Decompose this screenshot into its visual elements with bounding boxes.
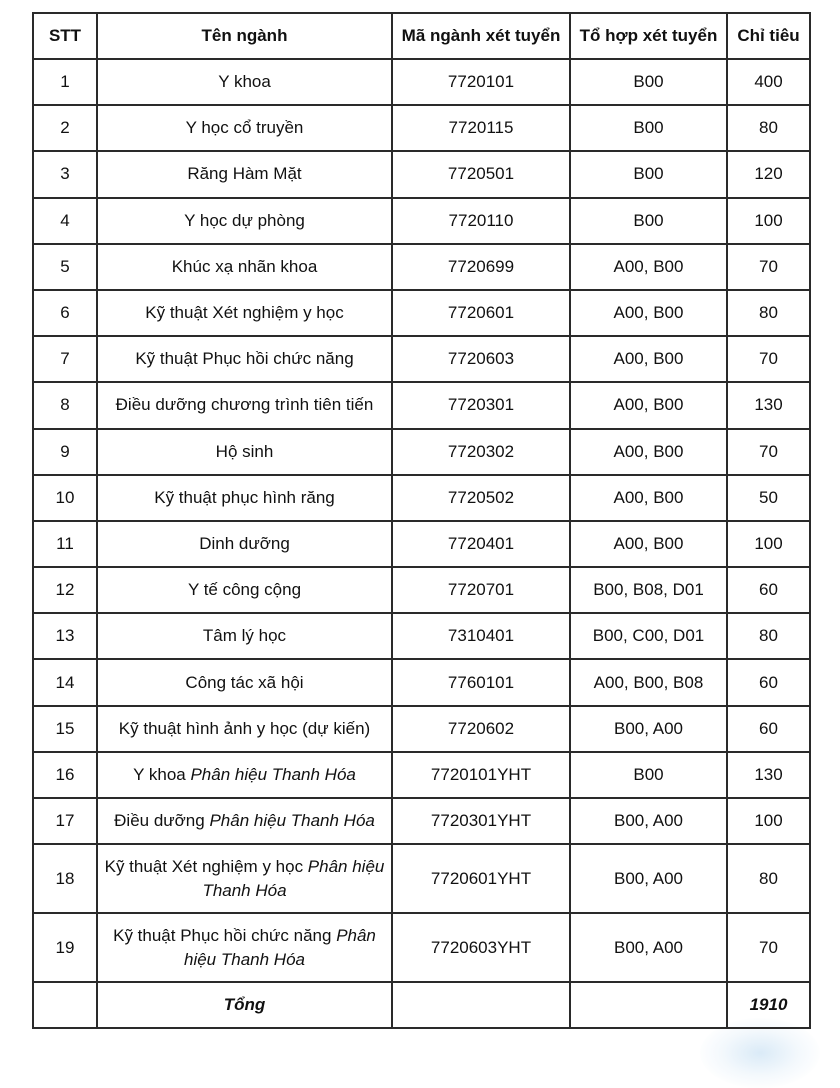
row-subject-combo: A00, B00 (570, 475, 727, 521)
table-row (33, 521, 810, 567)
row-quota: 70 (727, 336, 810, 382)
row-major-name (97, 475, 392, 521)
table-row (33, 198, 810, 244)
row-quota: 100 (727, 521, 810, 567)
header-stt: STT (33, 13, 97, 59)
total-row (33, 982, 810, 1028)
row-major-code: 7760101 (392, 659, 570, 705)
table-row (33, 105, 810, 151)
row-subject-combo: B00 (570, 198, 727, 244)
row-major-name (97, 198, 392, 244)
table-row (33, 798, 810, 844)
row-stt: 9 (33, 429, 97, 475)
header-major-name: Tên ngành (97, 13, 392, 59)
row-subject-combo: A00, B00 (570, 521, 727, 567)
major-name-text: Công tác xã hội (185, 672, 304, 692)
row-major-code: 7720502 (392, 475, 570, 521)
row-major-name (97, 290, 392, 336)
row-stt: 17 (33, 798, 97, 844)
row-major-code: 7720302 (392, 429, 570, 475)
major-name-text: Kỹ thuật Xét nghiệm y học (104, 856, 308, 876)
row-stt: 5 (33, 244, 97, 290)
branch-campus-text: Phân hiệu Thanh Hóa (184, 925, 376, 969)
table-row (33, 844, 810, 913)
major-name-text: Hộ sinh (215, 441, 274, 461)
table-row (33, 429, 810, 475)
table-row (33, 706, 810, 752)
major-name-text: Điều dưỡng (114, 811, 210, 831)
row-major-name (97, 105, 392, 151)
table-row (33, 336, 810, 382)
row-subject-combo: B00, A00 (570, 706, 727, 752)
row-major-name (97, 59, 392, 105)
row-subject-combo: B00 (570, 105, 727, 151)
row-quota: 130 (727, 382, 810, 428)
row-major-code: 7720699 (392, 244, 570, 290)
row-stt: 12 (33, 567, 97, 613)
row-major-name (97, 521, 392, 567)
row-quota: 120 (727, 151, 810, 197)
row-major-name (97, 244, 392, 290)
row-subject-combo: A00, B00 (570, 382, 727, 428)
row-major-name (97, 844, 392, 913)
table-row (33, 475, 810, 521)
row-quota: 100 (727, 198, 810, 244)
table-row (33, 752, 810, 798)
branch-campus-text: Phân hiệu Thanh Hóa (202, 856, 385, 900)
total-label: Tổng (97, 982, 392, 1028)
row-major-code: 7720401 (392, 521, 570, 567)
row-subject-combo: B00 (570, 59, 727, 105)
row-quota: 130 (727, 752, 810, 798)
row-major-code: 7720701 (392, 567, 570, 613)
row-major-code: 7310401 (392, 613, 570, 659)
row-stt: 4 (33, 198, 97, 244)
major-name-text: Tâm lý học (202, 626, 287, 646)
total-combo-cell (570, 982, 727, 1028)
branch-campus-text: Phân hiệu Thanh Hóa (190, 764, 356, 784)
table-body (33, 59, 810, 982)
row-major-code: 7720602 (392, 706, 570, 752)
table-row (33, 59, 810, 105)
total-stt-cell (33, 982, 97, 1028)
table-row (33, 567, 810, 613)
major-name-text: Kỹ thuật hình ảnh y học (dự kiến) (118, 718, 371, 738)
row-subject-combo: B00, C00, D01 (570, 613, 727, 659)
row-subject-combo: A00, B00 (570, 244, 727, 290)
row-major-name (97, 706, 392, 752)
total-code-cell (392, 982, 570, 1028)
row-subject-combo: B00, A00 (570, 844, 727, 913)
branch-campus-text: Phân hiệu Thanh Hóa (209, 811, 375, 831)
row-quota: 80 (727, 844, 810, 913)
row-subject-combo: B00 (570, 151, 727, 197)
row-quota: 80 (727, 105, 810, 151)
row-major-name (97, 336, 392, 382)
major-name-text: Y học dự phòng (184, 210, 305, 230)
major-name-text: Khúc xạ nhãn khoa (171, 256, 318, 276)
row-quota: 70 (727, 244, 810, 290)
row-major-code: 7720601YHT (392, 844, 570, 913)
row-stt: 14 (33, 659, 97, 705)
row-quota: 60 (727, 659, 810, 705)
row-stt: 8 (33, 382, 97, 428)
row-quota: 80 (727, 290, 810, 336)
row-stt: 1 (33, 59, 97, 105)
row-major-code: 7720101 (392, 59, 570, 105)
major-name-text: Kỹ thuật Xét nghiệm y học (145, 303, 344, 323)
row-major-name (97, 429, 392, 475)
row-major-code: 7720603 (392, 336, 570, 382)
major-name-text: Kỹ thuật phục hình răng (154, 487, 335, 507)
row-subject-combo: A00, B00 (570, 336, 727, 382)
major-name-text: Y tế công cộng (187, 580, 302, 600)
row-major-name (97, 382, 392, 428)
row-subject-combo: A00, B00 (570, 429, 727, 475)
row-major-code: 7720301YHT (392, 798, 570, 844)
row-stt: 15 (33, 706, 97, 752)
row-major-name (97, 659, 392, 705)
header-row (33, 13, 810, 59)
row-stt: 7 (33, 336, 97, 382)
row-stt: 19 (33, 913, 97, 982)
major-name-text: Dinh dưỡng (199, 533, 290, 553)
row-stt: 13 (33, 613, 97, 659)
row-major-code: 7720101YHT (392, 752, 570, 798)
row-subject-combo: B00 (570, 752, 727, 798)
major-name-text: Y khoa (133, 764, 191, 784)
major-name-text: Y khoa (218, 72, 271, 92)
row-quota: 60 (727, 567, 810, 613)
header-quota: Chỉ tiêu (727, 13, 810, 59)
row-major-code: 7720603YHT (392, 913, 570, 982)
row-major-code: 7720501 (392, 151, 570, 197)
row-major-code: 7720110 (392, 198, 570, 244)
row-quota: 80 (727, 613, 810, 659)
row-major-name (97, 567, 392, 613)
row-stt: 16 (33, 752, 97, 798)
row-major-code: 7720301 (392, 382, 570, 428)
major-name-text: Răng Hàm Mặt (187, 164, 302, 184)
table-row (33, 613, 810, 659)
row-subject-combo: A00, B00 (570, 290, 727, 336)
row-subject-combo: A00, B00, B08 (570, 659, 727, 705)
major-name-text: Kỹ thuật Phục hồi chức năng (135, 349, 354, 369)
row-major-name (97, 151, 392, 197)
table-row (33, 382, 810, 428)
admission-quota-table (32, 12, 811, 1029)
row-quota: 70 (727, 913, 810, 982)
table-row (33, 290, 810, 336)
row-quota: 400 (727, 59, 810, 105)
major-name-text: Kỹ thuật Phục hồi chức năng (113, 925, 337, 945)
table-row (33, 151, 810, 197)
table-row (33, 659, 810, 705)
major-name-text: Điều dưỡng chương trình tiên tiến (115, 395, 374, 415)
row-major-code: 7720601 (392, 290, 570, 336)
table-row (33, 244, 810, 290)
row-quota: 60 (727, 706, 810, 752)
row-major-name (97, 752, 392, 798)
row-subject-combo: B00, A00 (570, 798, 727, 844)
row-stt: 18 (33, 844, 97, 913)
header-major-code: Mã ngành xét tuyển (392, 13, 570, 59)
row-stt: 6 (33, 290, 97, 336)
table-row (33, 913, 810, 982)
row-major-name (97, 613, 392, 659)
row-stt: 11 (33, 521, 97, 567)
row-major-name (97, 798, 392, 844)
row-quota: 50 (727, 475, 810, 521)
row-quota: 100 (727, 798, 810, 844)
row-major-code: 7720115 (392, 105, 570, 151)
row-stt: 10 (33, 475, 97, 521)
header-subject-combo: Tổ hợp xét tuyển (570, 13, 727, 59)
row-stt: 3 (33, 151, 97, 197)
row-major-name (97, 913, 392, 982)
row-quota: 70 (727, 429, 810, 475)
row-stt: 2 (33, 105, 97, 151)
major-name-text: Y học cổ truyền (185, 118, 304, 138)
row-subject-combo: B00, B08, D01 (570, 567, 727, 613)
row-subject-combo: B00, A00 (570, 913, 727, 982)
total-quota: 1910 (727, 982, 810, 1028)
